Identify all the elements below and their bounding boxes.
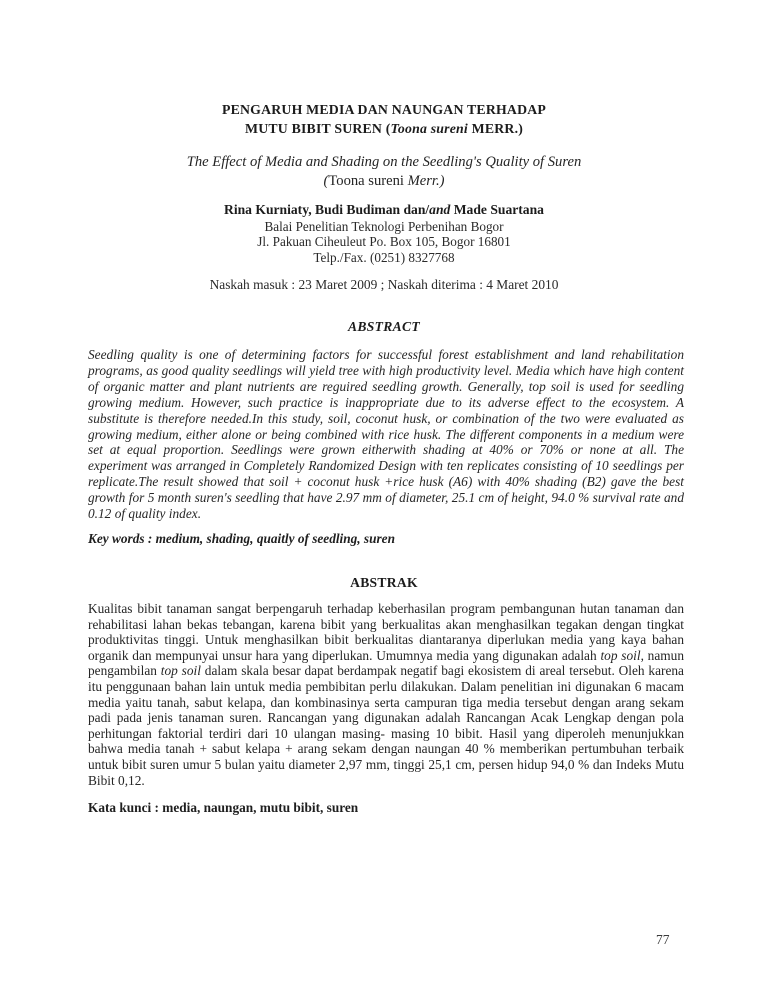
title-line2-post: MERR.) <box>467 120 524 136</box>
subtitle-close: Merr.) <box>403 173 445 189</box>
authors-pre: Rina Kurniaty, Budi Budiman dan/ <box>224 202 430 217</box>
abstrak-part2: , namun pengambilan <box>88 647 685 679</box>
subtitle-open-paren: ( <box>323 173 329 189</box>
manuscript-dates: Naskah masuk : 23 Maret 2009 ; Naskah diterima : 4 Maret 2010 <box>209 277 559 292</box>
abstract-body: Seedling quality is one of determining factors for successful forest establishment and land rehabilitation programs, as good quality seedlings will yield tree with high productivity level. Media which have high content of organic matter and plant nutrients are reguired seedling growth. Generally, top soil is used for seedling growing medium. However, such practice is inappropriate due to its adverse effect to the ecosystem. A substitute is therefore needed.In this study, soil, coconut husk, or combination of the two were evaluated as growing medium, either alone or being combined with rice husk. The different components in a medium were set at equal proportion. Seedlings were grown eitherwith shading at 40% or 70% or none at all. The experiment was arranged in Completely Randomized Design with ten replicates consisting of 10 seedlings per replicate.The result showed that soil + coconut husk +rice husk (A6) with 40% shading (B2) gave the best growth for 5 month suren's seedling that have 2.97 mm of diameter, 25.1 cm of height, 94.0 % survival rate and 0.12 of quality index. <box>88 347 684 522</box>
keywords-indonesian: Kata kunci : media, naungan, mutu bibit, suren <box>88 800 359 815</box>
abstrak-italic-topsoil-1: top soil <box>600 647 641 663</box>
abstrak-italic-topsoil-2: top soil <box>160 663 201 679</box>
paper-title-line2 <box>0 120 768 139</box>
affiliation-institute: Balai Penelitian Teknologi Perbenihan Bogor <box>264 219 504 234</box>
authors-and-word: and <box>429 202 451 217</box>
title-line2-pre: MUTU BIBIT SUREN ( <box>244 120 391 136</box>
affiliation-address: Jl. Pakuan Ciheuleut Po. Box 105, Bogor 16801 <box>257 234 511 250</box>
keywords-english: Key words : medium, shading, quaitly of seedling, suren <box>88 531 395 546</box>
paper-title-line1: PENGARUH MEDIA DAN NAUNGAN TERHADAP <box>221 102 547 117</box>
subtitle-species-name: Toona sureni <box>328 173 404 189</box>
abstrak-part3: dalam skala besar dapat berdampak negatif bagi ekosistem di areal tersebut. Oleh karena itu penggunaan bahan lain untuk media pembibitan perlu dilakukan. Dalam penelitian ini digunakan 6 macam media yaitu tanah, sabut kelapa, dan kombinasinya serta campuran tiga media tersebut dengan arang sekam padi pada jenis tanaman suren. Rancangan yang digunakan adalah Rancangan Acak Lengkap dengan pola perhitungan faktorial terdiri dari 10 ulangan masing- masing 10 bibit. Hasil yang diperoleh menunjukkan bahwa media tanah + sabut kelapa + arang sekam dengan naungan 40 % memberikan pertumbuhan terbaik untuk bibit suren umur 5 bulan yaitu diameter 2,97 mm, tinggi 25,1 cm, persen hidup 94,0 % dan Indeks Mutu Bibit 0,12. <box>88 663 684 788</box>
affiliation-phone: Telp./Fax. (0251) 8327768 <box>313 249 455 265</box>
paper-subtitle-line2 <box>0 172 768 191</box>
abstrak-body <box>88 601 684 788</box>
abstract-heading: ABSTRACT <box>348 319 420 334</box>
authors-line <box>0 201 768 218</box>
paper-subtitle-line1: The Effect of Media and Shading on the Seedling's Quality of Suren <box>186 154 582 170</box>
affiliation-block <box>0 219 768 265</box>
abstrak-part1: Kualitas bibit tanaman sangat berpengaruh terhadap keberhasilan program pembangunan hutan tanaman dan rehabilitasi lahan bekas tebangan, karena bibit yang berkualitas akan menghasilkan tegakan dengan tingkat produktivitas tinggi. Untuk menghasilkan bibit berkualitas diantaranya diperlukan media yang kaya bahan organik dan mempunyai unsur hara yang diperlukan. Umumnya media yang digunakan adalah <box>88 601 684 663</box>
authors-post: Made Suartana <box>450 202 544 217</box>
paper-subtitle <box>0 153 768 191</box>
abstrak-heading: ABSTRAK <box>350 575 418 590</box>
paper-title <box>0 101 768 138</box>
page-number: 77 <box>656 932 670 947</box>
title-species-name: Toona sureni <box>390 120 468 136</box>
